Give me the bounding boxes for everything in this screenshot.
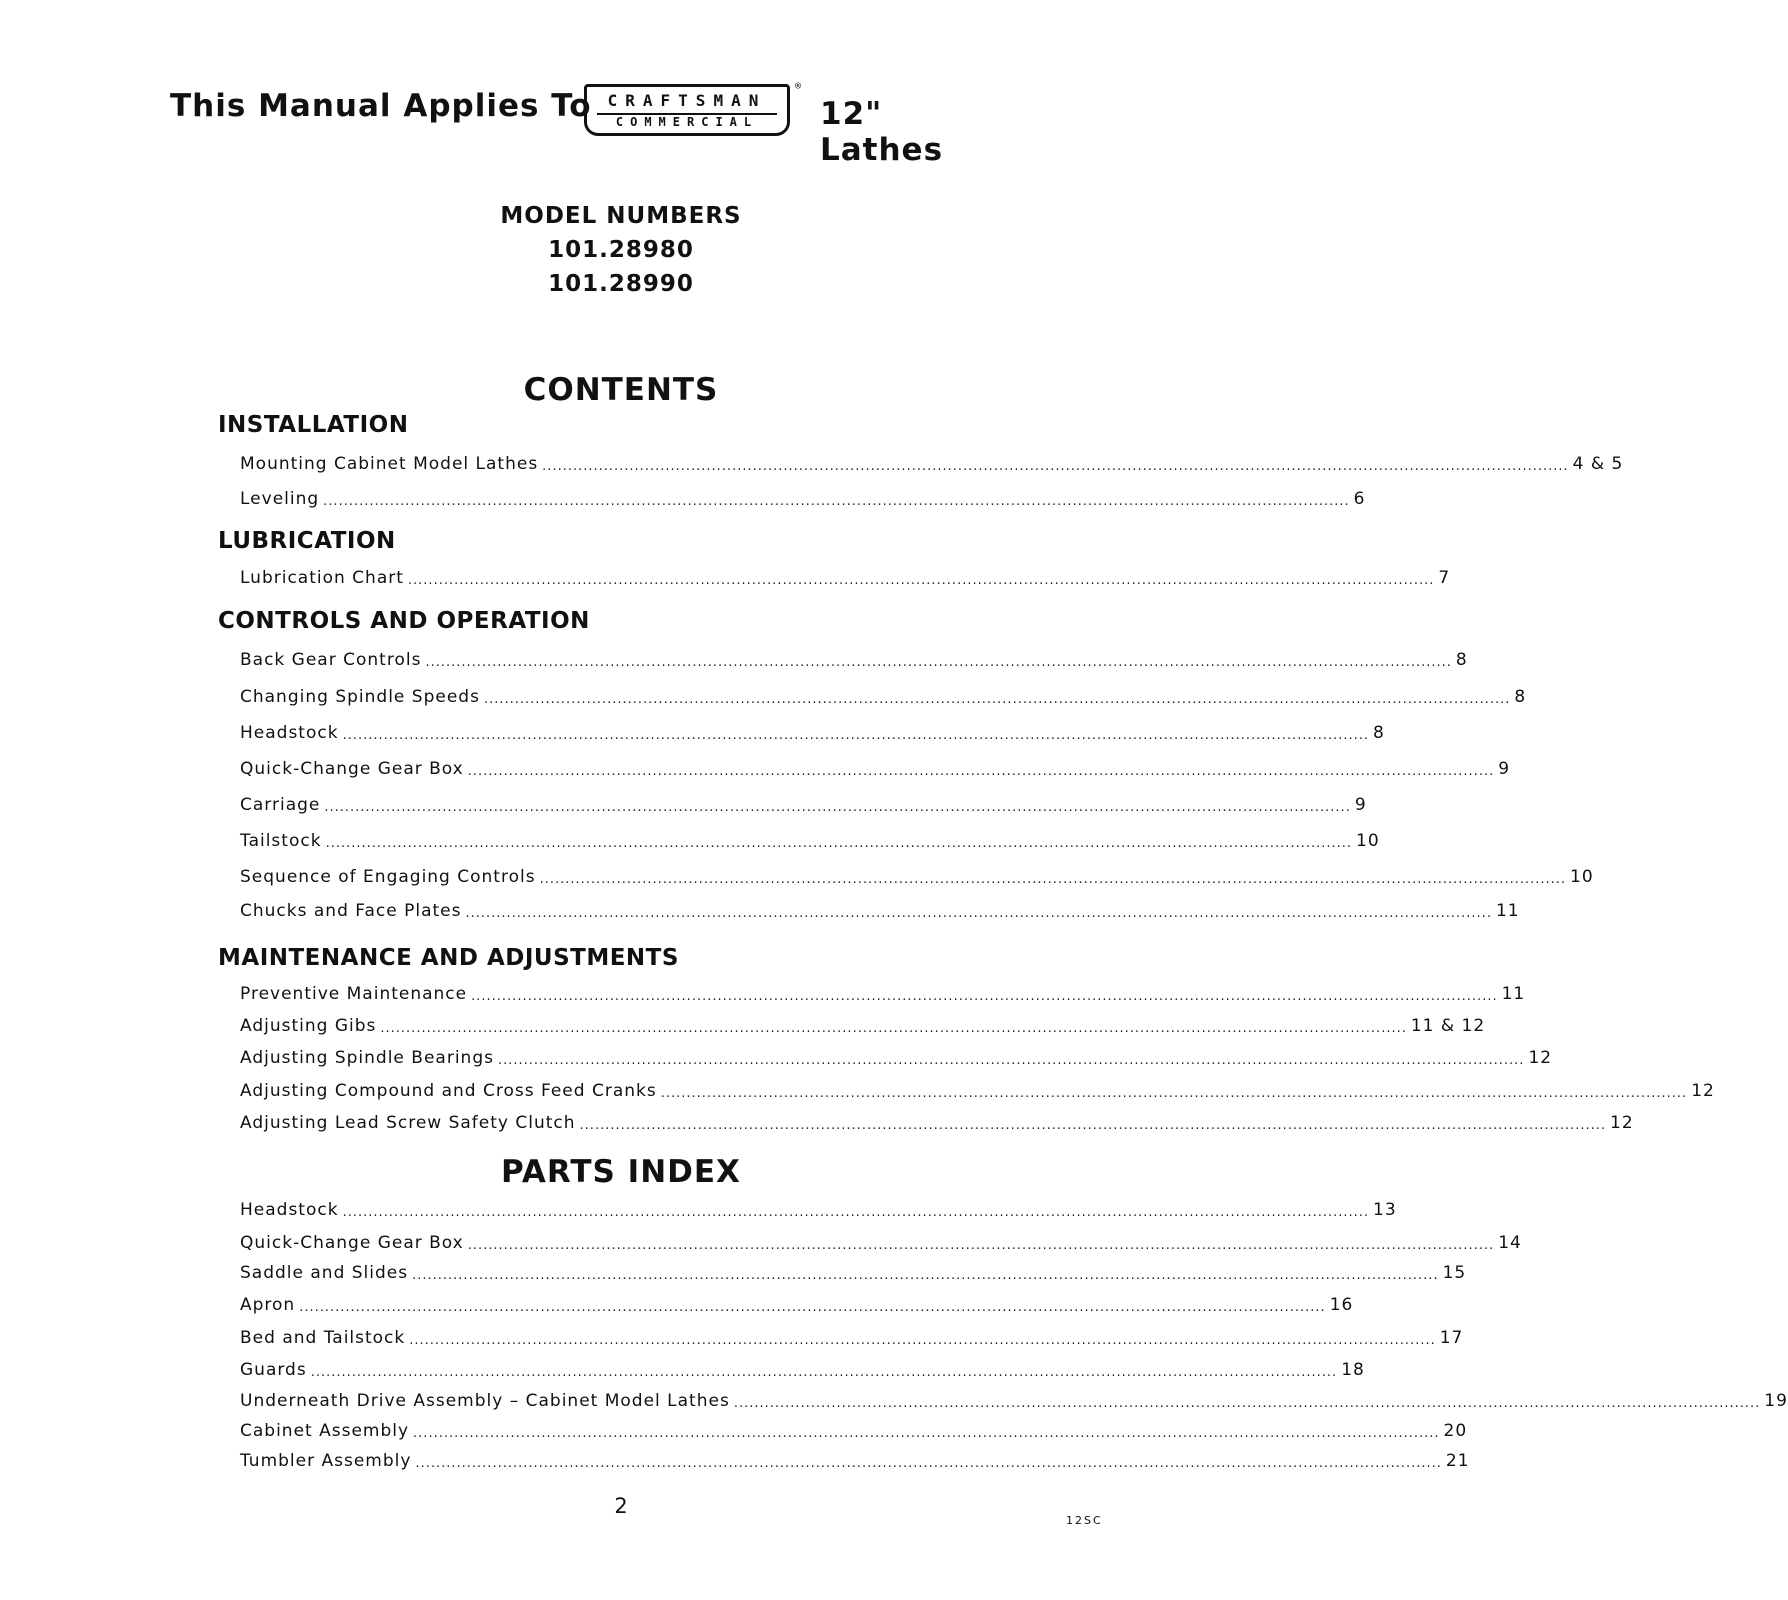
toc-entry-label: Adjusting Compound and Cross Feed Cranks xyxy=(240,1081,657,1101)
dot-leader: ........................................................................................................................................................................................................ xyxy=(412,1268,1439,1283)
header-lead-text: This Manual Applies To xyxy=(170,88,592,124)
toc-row xyxy=(240,1044,1553,1068)
toc-entry-label: Adjusting Lead Screw Safety Clutch xyxy=(240,1113,576,1133)
toc-row xyxy=(240,1291,1354,1315)
toc-row xyxy=(240,980,1526,1004)
toc-entry-label: Leveling xyxy=(240,489,320,509)
toc-row xyxy=(240,863,1594,887)
dot-leader: ........................................................................................................................................................................................................ xyxy=(323,494,1350,509)
toc-entry-page: 12 xyxy=(1610,1113,1634,1133)
toc-entry-label: Changing Spindle Speeds xyxy=(240,687,480,707)
dot-leader: ........................................................................................................................................................................................................ xyxy=(407,573,1435,588)
toc-entry-label: Underneath Drive Assembly – Cabinet Model Lathes xyxy=(240,1391,730,1411)
model-numbers-heading: MODEL NUMBERS xyxy=(500,203,742,229)
parts-index-title: PARTS INDEX xyxy=(501,1154,741,1190)
section-heading-controls: CONTROLS AND OPERATION xyxy=(218,608,590,634)
toc-entry-label: Lubrication Chart xyxy=(240,568,404,588)
dot-leader: ........................................................................................................................................................................................................ xyxy=(483,692,1511,707)
toc-entry-label: Guards xyxy=(240,1360,307,1380)
logo-line1: CRAFTSMAN xyxy=(607,91,767,110)
model-numbers-block xyxy=(0,203,1242,297)
toc-entry-label: Quick-Change Gear Box xyxy=(240,1233,464,1253)
dot-leader: ........................................................................................................................................................................................................ xyxy=(299,1300,1326,1315)
toc-entry-label: Chucks and Face Plates xyxy=(240,901,462,921)
logo-line2: COMMERCIAL xyxy=(597,113,777,129)
toc-entry-label: Saddle and Slides xyxy=(240,1263,409,1283)
toc-row xyxy=(240,1447,1470,1471)
toc-entry-label: Bed and Tailstock xyxy=(240,1328,406,1348)
toc-entry-label: Tumbler Assembly xyxy=(240,1451,412,1471)
toc-entry-page: 6 xyxy=(1353,489,1366,509)
toc-row xyxy=(240,791,1367,815)
dot-leader: ........................................................................................................................................................................................................ xyxy=(380,1021,1407,1036)
toc-entry-page: 11 xyxy=(1501,984,1526,1004)
toc-row xyxy=(240,1417,1468,1441)
toc-entry-page: 12 xyxy=(1528,1048,1553,1068)
toc-row xyxy=(240,646,1468,670)
toc-entry-label: Headstock xyxy=(240,1200,339,1220)
toc-entry-page: 17 xyxy=(1439,1328,1464,1348)
toc-entry-label: Back Gear Controls xyxy=(240,650,422,670)
toc-entry-page: 13 xyxy=(1373,1200,1397,1220)
manual-header xyxy=(170,81,1010,168)
toc-entry-page: 8 xyxy=(1514,687,1527,707)
toc-entry-page: 9 xyxy=(1498,759,1511,779)
toc-row xyxy=(240,485,1366,509)
toc-row xyxy=(240,1387,1788,1411)
dot-leader: ........................................................................................................................................................................................................ xyxy=(465,906,1492,921)
section-heading-maintenance: MAINTENANCE AND ADJUSTMENTS xyxy=(218,945,679,971)
toc-entry-label: Cabinet Assembly xyxy=(240,1421,410,1441)
toc-entry-page: 8 xyxy=(1373,723,1385,743)
toc-entry-label: Mounting Cabinet Model Lathes xyxy=(240,454,539,474)
toc-entry-page: 18 xyxy=(1341,1360,1365,1380)
toc-entry-page: 10 xyxy=(1570,867,1594,887)
dot-leader: ........................................................................................................................................................................................................ xyxy=(660,1086,1688,1101)
toc-row xyxy=(240,1196,1397,1220)
toc-row xyxy=(240,1259,1467,1283)
toc-entry-label: Adjusting Spindle Bearings xyxy=(240,1048,494,1068)
toc-entry-page: 21 xyxy=(1445,1451,1470,1471)
toc-row xyxy=(240,719,1385,743)
section-heading-installation: INSTALLATION xyxy=(218,412,409,438)
toc-entry-page: 12 xyxy=(1691,1081,1715,1101)
dot-leader: ........................................................................................................................................................................................................ xyxy=(324,800,1351,815)
toc-entry-page: 9 xyxy=(1354,795,1367,815)
toc-row xyxy=(240,564,1451,588)
craftsman-commercial-logo xyxy=(584,81,801,136)
dot-leader: ........................................................................................................................................................................................................ xyxy=(342,728,1370,743)
dot-leader: ........................................................................................................................................................................................................ xyxy=(325,836,1353,851)
dot-leader: ........................................................................................................................................................................................................ xyxy=(542,459,1569,474)
section-heading-lubrication: LUBRICATION xyxy=(218,528,396,554)
toc-entry-page: 15 xyxy=(1442,1263,1467,1283)
toc-entry-page: 20 xyxy=(1443,1421,1468,1441)
contents-title: CONTENTS xyxy=(523,372,719,408)
dot-leader: ........................................................................................................................................................................................................ xyxy=(409,1333,1436,1348)
toc-entry-page: 4 & 5 xyxy=(1572,454,1624,474)
toc-entry-page: 10 xyxy=(1356,831,1380,851)
toc-entry-label: Apron xyxy=(240,1295,296,1315)
toc-row xyxy=(240,1109,1634,1133)
toc-row xyxy=(240,827,1380,851)
toc-entry-page: 19 xyxy=(1764,1391,1788,1411)
toc-entry-label: Quick-Change Gear Box xyxy=(240,759,464,779)
toc-entry-label: Preventive Maintenance xyxy=(240,984,468,1004)
toc-entry-label: Headstock xyxy=(240,723,339,743)
dot-leader: ........................................................................................................................................................................................................ xyxy=(467,1238,1495,1253)
toc-row xyxy=(240,897,1520,921)
toc-entry-label: Sequence of Engaging Controls xyxy=(240,867,536,887)
dot-leader: ........................................................................................................................................................................................................ xyxy=(733,1396,1761,1411)
toc-entry-page: 11 xyxy=(1495,901,1520,921)
toc-entry-label: Adjusting Gibs xyxy=(240,1016,377,1036)
page-number: 2 xyxy=(614,1494,628,1518)
dot-leader: ........................................................................................................................................................................................................ xyxy=(310,1365,1338,1380)
dot-leader: ........................................................................................................................................................................................................ xyxy=(415,1456,1442,1471)
document-code: 12SC xyxy=(1066,1514,1103,1527)
dot-leader: ........................................................................................................................................................................................................ xyxy=(579,1118,1607,1133)
registered-mark: ® xyxy=(794,81,801,92)
toc-entry-page: 8 xyxy=(1455,650,1468,670)
header-trail-text: 12" Lathes xyxy=(820,96,944,168)
toc-entry-page: 16 xyxy=(1329,1295,1354,1315)
toc-entry-page: 14 xyxy=(1498,1233,1522,1253)
dot-leader: ........................................................................................................................................................................................................ xyxy=(497,1053,1525,1068)
toc-row xyxy=(240,755,1511,779)
toc-entry-label: Tailstock xyxy=(240,831,322,851)
dot-leader: ........................................................................................................................................................................................................ xyxy=(467,764,1495,779)
toc-row xyxy=(240,1012,1486,1036)
toc-entry-page: 11 & 12 xyxy=(1410,1016,1486,1036)
toc-row xyxy=(240,450,1624,474)
toc-row xyxy=(240,1077,1715,1101)
model-number: 101.28990 xyxy=(548,271,694,297)
toc-row xyxy=(240,683,1527,707)
dot-leader: ........................................................................................................................................................................................................ xyxy=(413,1426,1440,1441)
toc-row xyxy=(240,1324,1464,1348)
toc-entry-label: Carriage xyxy=(240,795,321,815)
model-number: 101.28980 xyxy=(548,237,694,263)
toc-row xyxy=(240,1229,1522,1253)
dot-leader: ........................................................................................................................................................................................................ xyxy=(471,989,1498,1004)
dot-leader: ........................................................................................................................................................................................................ xyxy=(342,1205,1370,1220)
dot-leader: ........................................................................................................................................................................................................ xyxy=(539,872,1567,887)
dot-leader: ........................................................................................................................................................................................................ xyxy=(425,655,1452,670)
toc-entry-page: 7 xyxy=(1438,568,1451,588)
toc-row xyxy=(240,1356,1365,1380)
